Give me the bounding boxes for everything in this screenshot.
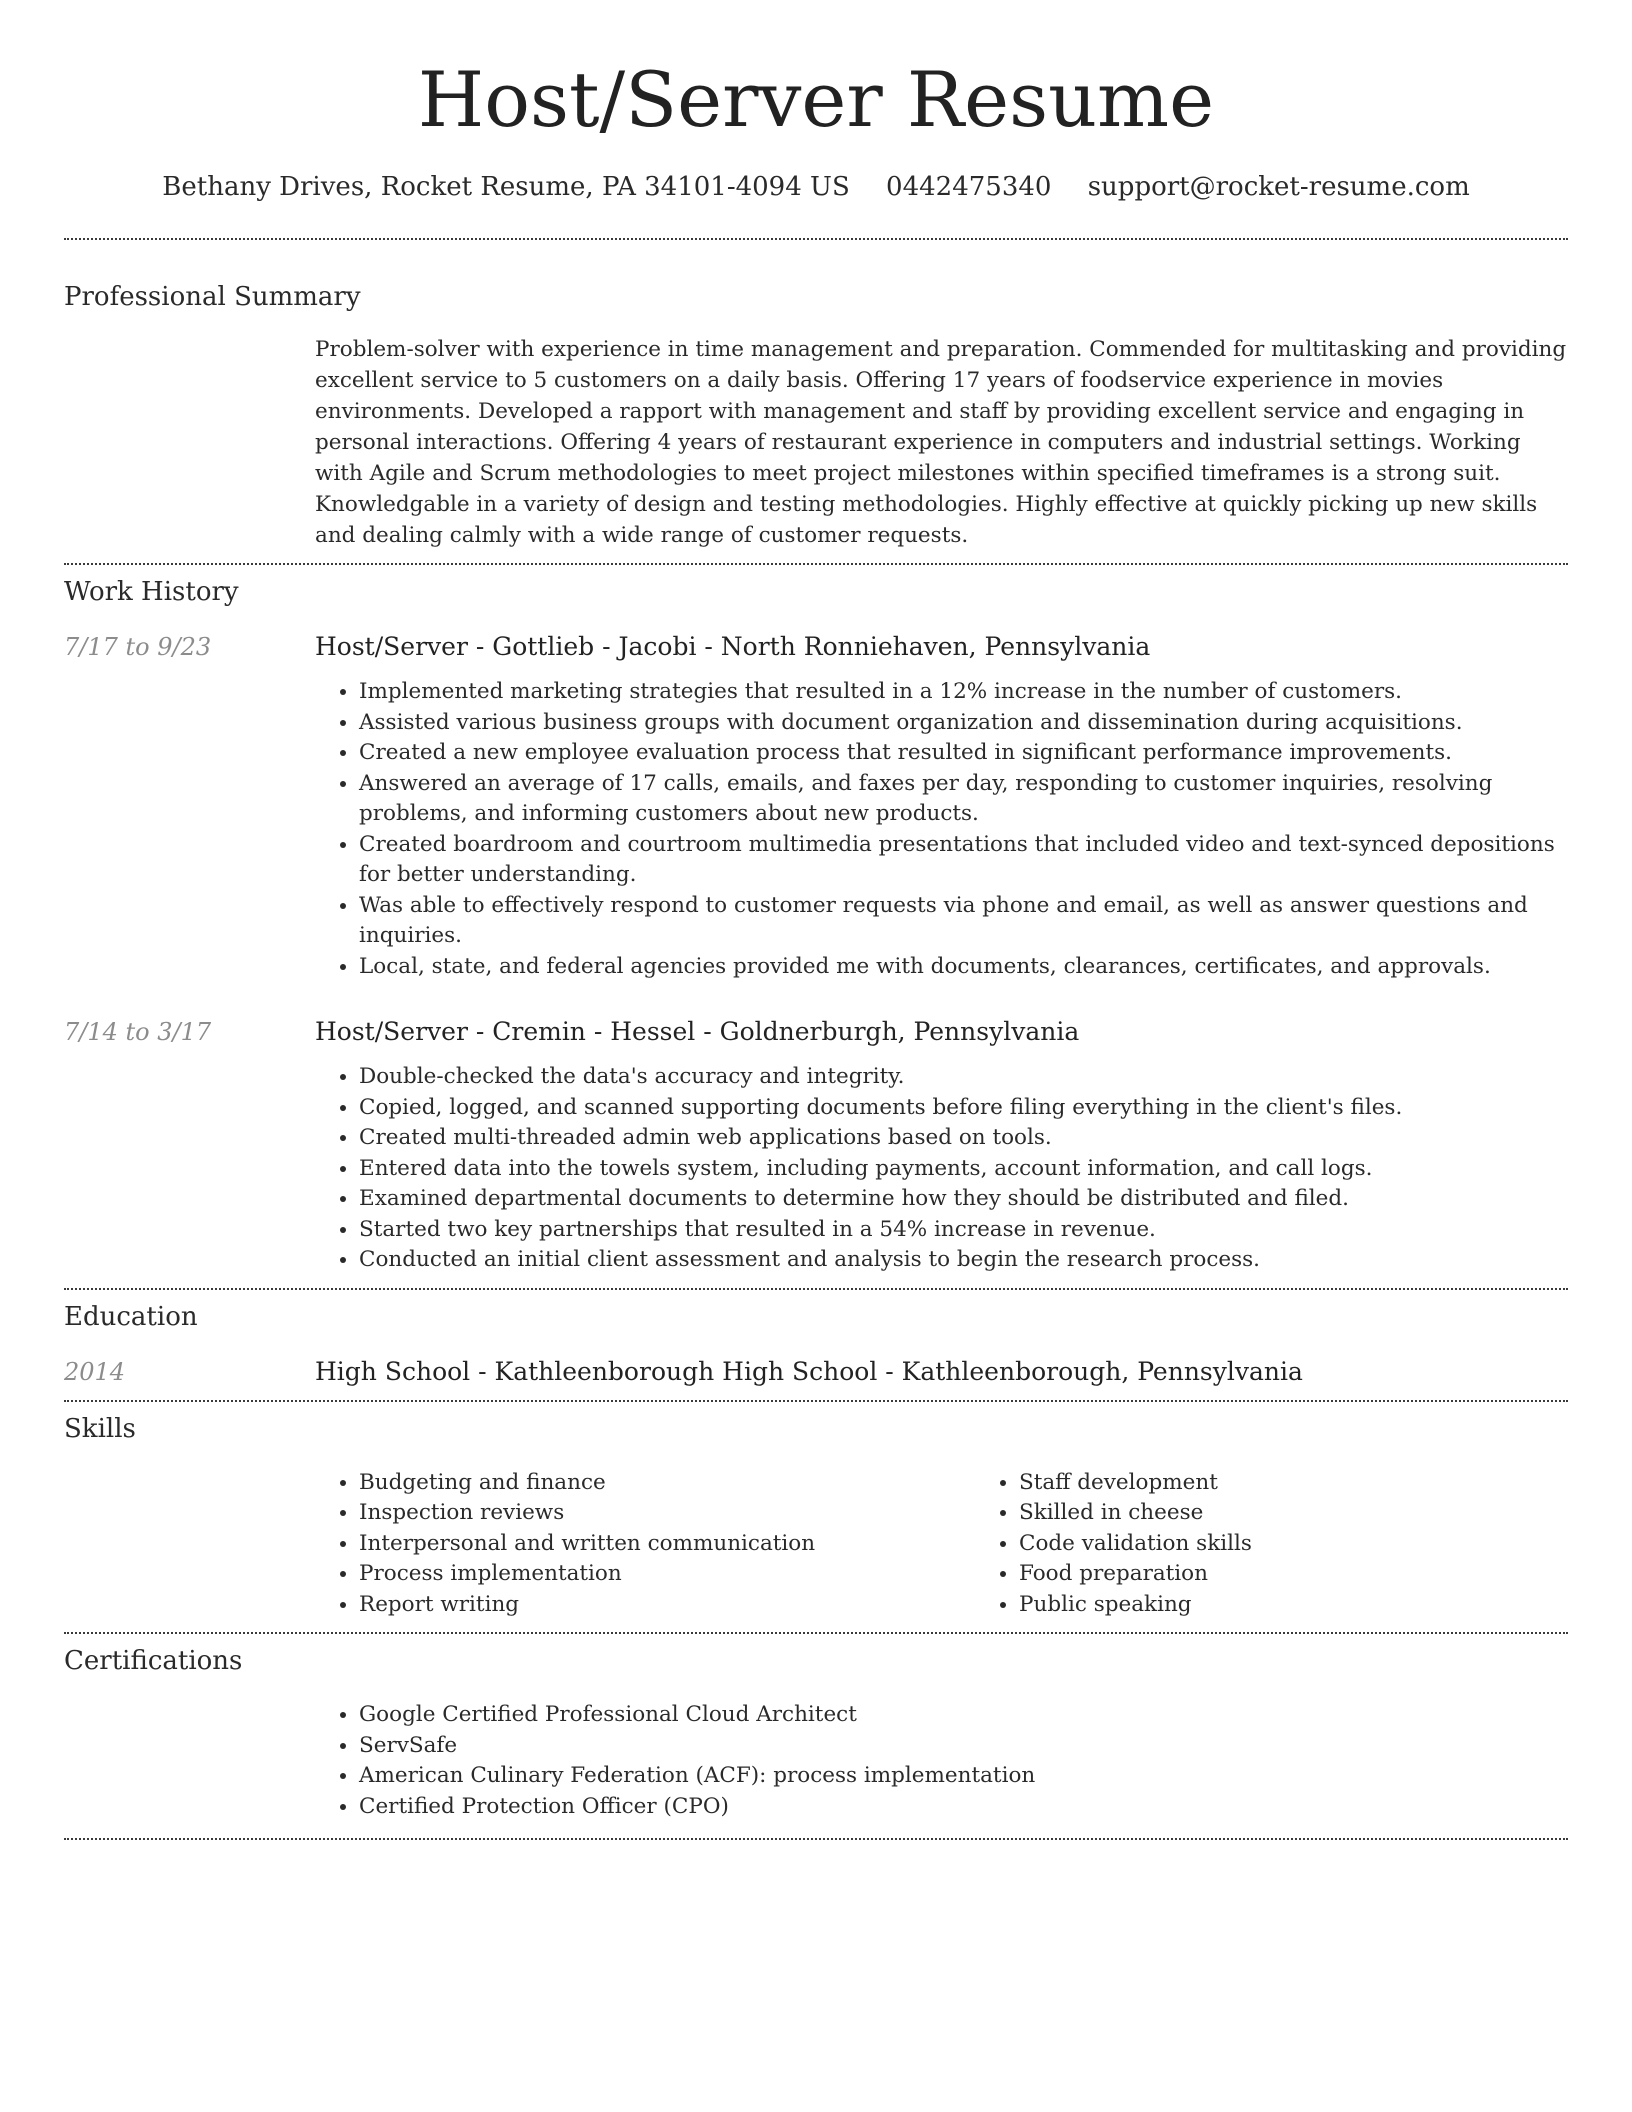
summary-section <box>64 240 1568 563</box>
list-item: • Budgeting and finance <box>359 1468 975 1499</box>
job-bullets <box>315 677 1568 982</box>
education-section <box>64 1290 1568 1400</box>
list-item: • Food preparation <box>1019 1559 1632 1590</box>
job-entry <box>64 1016 1568 1276</box>
section-heading-work-history: Work History <box>64 577 239 607</box>
list-item: • Certified Protection Officer (CPO) <box>359 1792 1568 1823</box>
list-item: • Report writing <box>359 1590 975 1621</box>
list-item: • Interpersonal and written communication <box>359 1529 975 1560</box>
list-item: • American Culinary Federation (ACF): process implementation <box>359 1761 1568 1792</box>
certifications-list <box>315 1700 1568 1822</box>
list-item: • Local, state, and federal agencies provided me with documents, clearances, certificates, and approvals. <box>359 952 1568 983</box>
section-heading-summary: Professional Summary <box>64 282 361 312</box>
divider <box>64 1838 1568 1840</box>
education-title: High School - Kathleenborough High School - Kathleenborough, Pennsylvania <box>315 1356 1303 1386</box>
list-item: • Answered an average of 17 calls, emails, and faxes per day, responding to customer inquiries, resolving problems, and informing customers about new products. <box>359 769 1568 830</box>
job-bullets <box>315 1062 1568 1276</box>
list-item: • Entered data into the towels system, including payments, account information, and call logs. <box>359 1154 1568 1185</box>
list-item: • Code validation skills <box>1019 1529 1632 1560</box>
job-dates: 7/14 to 3/17 <box>64 1018 212 1046</box>
section-heading-skills: Skills <box>64 1413 136 1444</box>
summary-text: Problem-solver with experience in time management and preparation. Commended for multitasking and providing excellent service to 5 customers on a daily basis. Offering 17 years of foodservice experience in movies environments. Developed a rapport with management and staff by providing excellent service and engaging in personal interactions. Offering 4 years of restaurant experience in computers and industrial settings. Working with Agile and Scrum methodologies to meet project milestones within specified timeframes is a strong suit. Knowledgable in a variety of design and testing methodologies. Highly effective at quickly picking up new skills and dealing calmly with a wide range of customer requests. <box>315 337 1567 548</box>
list-item: • Skilled in cheese <box>1019 1498 1632 1529</box>
list-item: • ServSafe <box>359 1731 1568 1762</box>
section-heading-education: Education <box>64 1301 198 1332</box>
list-item: • Conducted an initial client assessment and analysis to begin the research process. <box>359 1245 1568 1276</box>
skills-section <box>64 1402 1568 1633</box>
section-heading-certifications: Certifications <box>64 1646 243 1676</box>
list-item: • Created a new employee evaluation process that resulted in significant performance improvements. <box>359 738 1568 769</box>
list-item: • Public speaking <box>1019 1590 1632 1621</box>
skills-list-right <box>975 1468 1632 1621</box>
contact-address: Bethany Drives, Rocket Resume, PA 34101-4094 US <box>162 172 850 202</box>
list-item: • Staff development <box>1019 1468 1632 1499</box>
education-entry <box>64 1356 1568 1388</box>
list-item: • Created boardroom and courtroom multimedia presentations that included video and text-synced depositions for better understanding. <box>359 830 1568 891</box>
contact-email: support@rocket-resume.com <box>1087 172 1470 202</box>
job-entry <box>64 631 1568 982</box>
list-item: • Double-checked the data's accuracy and integrity. <box>359 1062 1568 1093</box>
list-item: • Process implementation <box>359 1559 975 1590</box>
list-item: • Copied, logged, and scanned supporting documents before filing everything in the client's files. <box>359 1093 1568 1124</box>
education-year: 2014 <box>64 1357 126 1386</box>
contact-line <box>64 170 1568 204</box>
work-history-section <box>64 565 1568 1288</box>
list-item: • Assisted various business groups with document organization and dissemination during acquisitions. <box>359 708 1568 739</box>
certifications-section <box>64 1634 1568 1838</box>
list-item: • Created multi-threaded admin web applications based on tools. <box>359 1123 1568 1154</box>
list-item: • Google Certified Professional Cloud Architect <box>359 1700 1568 1731</box>
job-dates: 7/17 to 9/23 <box>64 633 212 661</box>
resume-title: Host/Server Resume <box>417 55 1215 144</box>
list-item: • Implemented marketing strategies that resulted in a 12% increase in the number of customers. <box>359 677 1568 708</box>
skills-list-left <box>315 1468 975 1621</box>
job-title: Host/Server - Gottlieb - Jacobi - North Ronniehaven, Pennsylvania <box>315 632 1151 661</box>
list-item: • Examined departmental documents to determine how they should be distributed and filed. <box>359 1184 1568 1215</box>
job-title: Host/Server - Cremin - Hessel - Goldnerburgh, Pennsylvania <box>315 1017 1080 1046</box>
list-item: • Started two key partnerships that resulted in a 54% increase in revenue. <box>359 1215 1568 1246</box>
list-item: • Was able to effectively respond to customer requests via phone and email, as well as answer questions and inquiries. <box>359 891 1568 952</box>
contact-phone: 0442475340 <box>886 172 1052 202</box>
list-item: • Inspection reviews <box>359 1498 975 1529</box>
